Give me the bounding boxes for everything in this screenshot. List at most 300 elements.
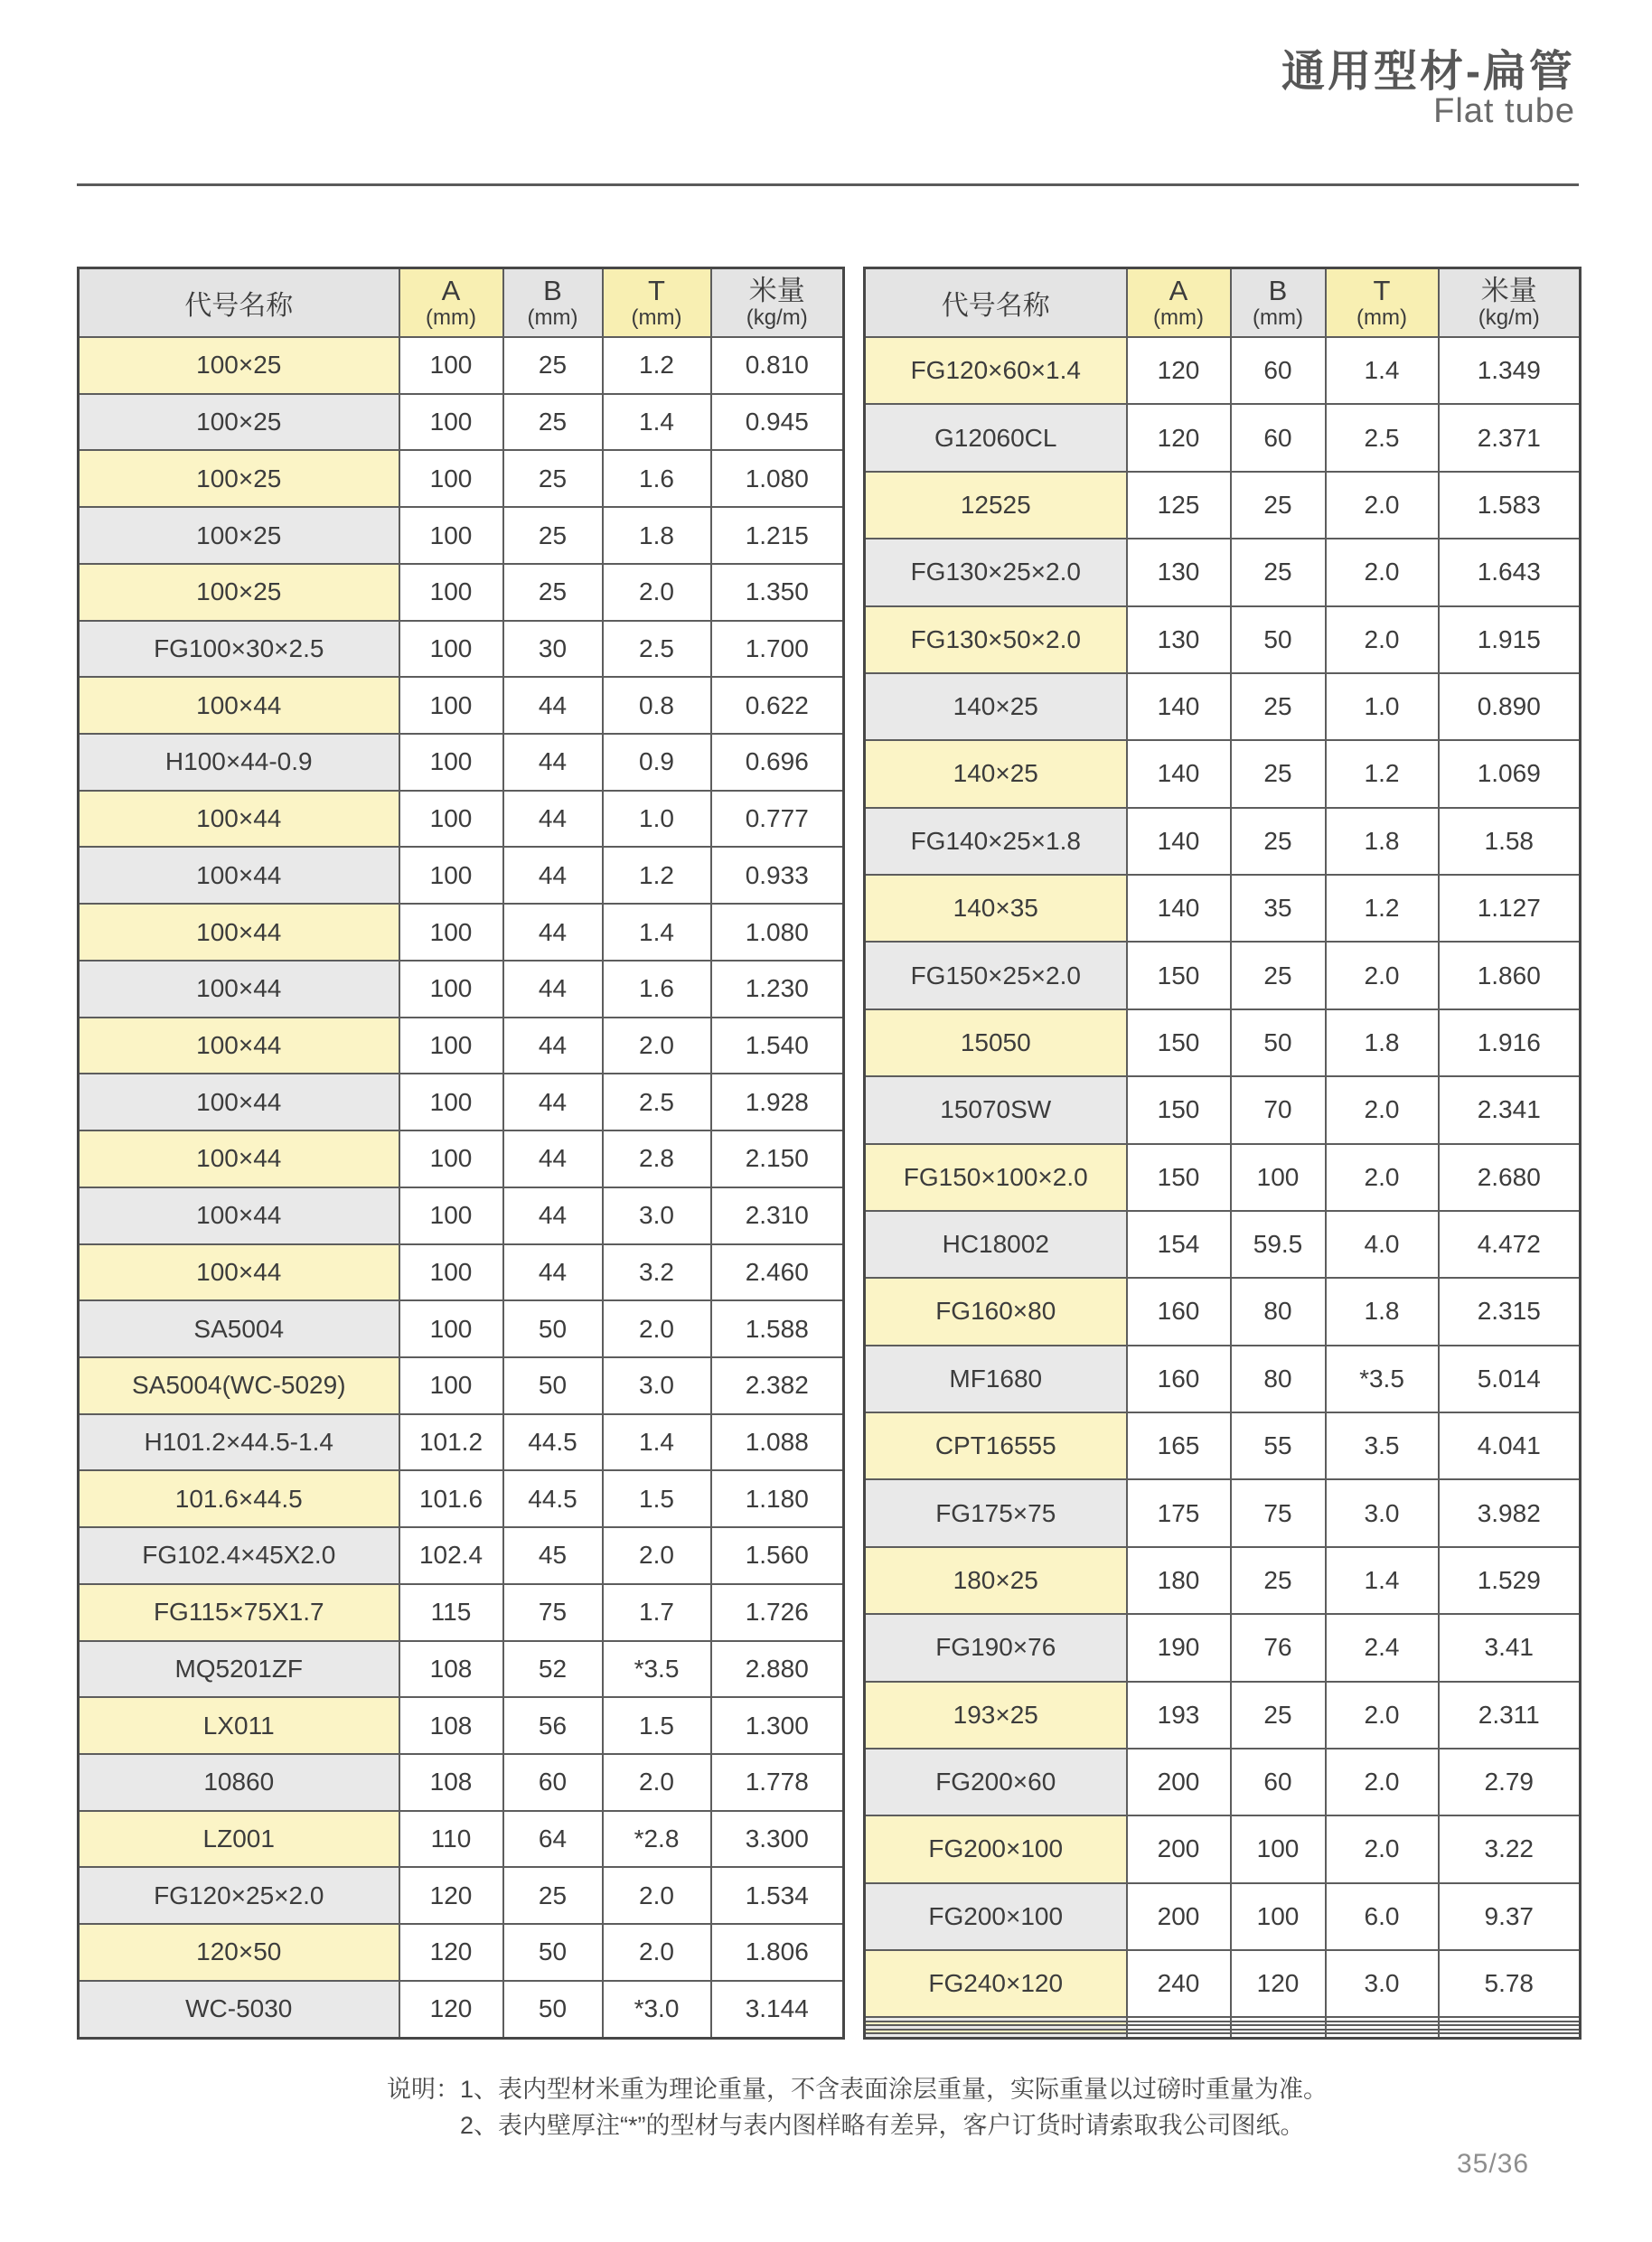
t-value-cell: 1.4: [1326, 1547, 1439, 1614]
b-value-cell: 50: [503, 1300, 603, 1357]
b-value-cell: 50: [503, 1981, 603, 2039]
table-row: [79, 1641, 844, 1698]
profile-name-cell: LZ001: [79, 1811, 399, 1868]
profile-name-cell: 100×44: [79, 847, 399, 904]
b-value-cell: 50: [503, 1357, 603, 1414]
t-value-cell: 1.4: [603, 1414, 711, 1471]
b-value-cell: 44: [503, 734, 603, 791]
meter-weight-cell: 1.916: [1439, 1009, 1581, 1076]
b-value-cell: 44: [503, 904, 603, 961]
meter-weight-cell: 5.014: [1439, 1346, 1581, 1412]
b-value-cell: 25: [503, 337, 603, 394]
notes-label: 说明：: [387, 2076, 460, 2103]
meter-weight-cell: 3.22: [1439, 1815, 1581, 1882]
table-row: [79, 1811, 844, 1868]
a-value-cell: 165: [1127, 1412, 1231, 1479]
t-value-cell: 2.0: [1326, 1815, 1439, 1882]
profile-name-cell: FG140×25×1.8: [865, 808, 1127, 875]
t-value-cell: 2.0: [603, 1754, 711, 1811]
table-row: [865, 2033, 1581, 2039]
profile-name-cell: FG160×80: [865, 1278, 1127, 1345]
a-value-cell: 100: [399, 1074, 503, 1130]
b-value-cell: 44: [503, 677, 603, 734]
profile-name-cell: FG102.4×45X2.0: [79, 1527, 399, 1584]
t-value-cell: 1.0: [603, 791, 711, 848]
a-value-cell: 100: [399, 1357, 503, 1414]
profile-name-cell: 100×25: [79, 564, 399, 621]
t-value-cell: 2.0: [1326, 606, 1439, 673]
profile-name-cell: G12060CL: [865, 404, 1127, 471]
b-value-cell: 75: [1231, 1479, 1326, 1546]
b-value-cell: 70: [1231, 1076, 1326, 1143]
profile-name-cell: 101.6×44.5: [79, 1470, 399, 1527]
a-value-cell: 150: [1127, 1144, 1231, 1211]
b-value-cell: 35: [1231, 875, 1326, 942]
a-value-cell: 190: [1127, 1614, 1231, 1681]
table-row: [79, 564, 844, 621]
t-value-cell: 1.2: [1326, 875, 1439, 942]
t-value-cell: 3.0: [1326, 1950, 1439, 2017]
t-value-cell: 2.0: [1326, 1144, 1439, 1211]
column-header-name: 代号名称: [865, 268, 1127, 338]
meter-weight-cell: 1.726: [711, 1584, 844, 1641]
b-value-cell: 45: [503, 1527, 603, 1584]
table-row: [865, 1346, 1581, 1412]
t-value-cell: 2.5: [1326, 404, 1439, 471]
table-row: [79, 677, 844, 734]
b-value-cell: 44: [503, 961, 603, 1018]
b-value-cell: 60: [1231, 337, 1326, 404]
b-value-cell: 100: [1231, 1815, 1326, 1882]
a-value-cell: 101.2: [399, 1414, 503, 1471]
profile-name-cell: 100×44: [79, 791, 399, 848]
a-value-cell: 100: [399, 1244, 503, 1301]
table-row: [865, 337, 1581, 404]
meter-weight-cell: 1.127: [1439, 875, 1581, 942]
column-header-t: T (mm): [1326, 268, 1439, 338]
profile-name-cell: 12525: [865, 472, 1127, 539]
profile-name-cell: 15050: [865, 1009, 1127, 1076]
b-value-cell: 44: [503, 1018, 603, 1074]
t-value-cell: 3.5: [1326, 1412, 1439, 1479]
profile-name-cell: 120×50: [79, 1924, 399, 1981]
meter-weight-cell: 1.300: [711, 1697, 844, 1754]
b-value-cell: 52: [503, 1641, 603, 1698]
meter-weight-cell: 2.310: [711, 1187, 844, 1244]
page-title: 通用型材-扁管: [1281, 48, 1575, 96]
a-value-cell: 100: [399, 1130, 503, 1187]
meter-weight-cell: 0.622: [711, 677, 844, 734]
table-row: [79, 1300, 844, 1357]
t-value-cell: 1.4: [603, 394, 711, 451]
meter-weight-cell: 1.643: [1439, 539, 1581, 605]
meter-weight-cell: 1.583: [1439, 472, 1581, 539]
profile-name-cell: FG200×100: [865, 1883, 1127, 1950]
profile-name-cell: FG190×76: [865, 1614, 1127, 1681]
column-header-b: B (mm): [503, 268, 603, 338]
a-value-cell: 100: [399, 1018, 503, 1074]
profile-name-cell: HC18002: [865, 1211, 1127, 1278]
meter-weight-cell: 0.777: [711, 791, 844, 848]
b-value-cell: 100: [1231, 1883, 1326, 1950]
t-value-cell: 2.0: [603, 564, 711, 621]
t-value-cell: 1.2: [603, 337, 711, 394]
b-value-cell: 50: [1231, 606, 1326, 673]
table-row: [79, 1924, 844, 1981]
meter-weight-cell: 2.150: [711, 1130, 844, 1187]
profile-name-cell: FG200×60: [865, 1749, 1127, 1815]
profile-name-cell: 100×44: [79, 1244, 399, 1301]
profile-name-cell: SA5004: [79, 1300, 399, 1357]
meter-weight-cell: 3.144: [711, 1981, 844, 2039]
b-value-cell: 25: [503, 1867, 603, 1924]
table-row: [79, 1244, 844, 1301]
meter-weight-cell: 3.41: [1439, 1614, 1581, 1681]
t-value-cell: 3.2: [603, 1244, 711, 1301]
a-value-cell: 140: [1127, 808, 1231, 875]
meter-weight-cell: 0.933: [711, 847, 844, 904]
t-value-cell: 1.5: [603, 1697, 711, 1754]
a-value-cell: 110: [399, 1811, 503, 1868]
profile-name-cell: MF1680: [865, 1346, 1127, 1412]
table-row: [865, 1883, 1581, 1950]
profile-name-cell: 10860: [79, 1754, 399, 1811]
table-row: [865, 472, 1581, 539]
profile-name-cell: 100×25: [79, 450, 399, 507]
t-value-cell: 2.0: [1326, 472, 1439, 539]
b-value-cell: 25: [503, 450, 603, 507]
a-value-cell: 100: [399, 961, 503, 1018]
t-value-cell: 1.8: [1326, 1009, 1439, 1076]
meter-weight-cell: 1.806: [711, 1924, 844, 1981]
b-value-cell: 25: [1231, 539, 1326, 605]
b-value-cell: 44: [503, 1074, 603, 1130]
profile-name-cell: 100×44: [79, 1130, 399, 1187]
t-value-cell: *3.5: [1326, 1346, 1439, 1412]
column-header-a: A (mm): [399, 268, 503, 338]
meter-weight-cell: 1.588: [711, 1300, 844, 1357]
profile-name-cell: FG100×30×2.5: [79, 621, 399, 678]
b-value-cell: 44.5: [503, 1470, 603, 1527]
meter-weight-cell: 2.311: [1439, 1682, 1581, 1749]
profile-name-cell: FG130×25×2.0: [865, 539, 1127, 605]
table-row: [865, 673, 1581, 740]
meter-weight-cell: 2.371: [1439, 404, 1581, 471]
a-value-cell: 154: [1127, 1211, 1231, 1278]
profile-name-cell: LX011: [79, 1697, 399, 1754]
meter-weight-cell: 1.778: [711, 1754, 844, 1811]
meter-weight-cell: 2.680: [1439, 1144, 1581, 1211]
b-value-cell: 25: [503, 394, 603, 451]
t-value-cell: 2.0: [603, 1018, 711, 1074]
a-value-cell: 100: [399, 791, 503, 848]
page-number: 35/36: [1457, 2149, 1530, 2179]
profile-name-cell: 100×44: [79, 1074, 399, 1130]
profile-name-cell: 100×25: [79, 507, 399, 564]
header-row: [865, 268, 1581, 338]
t-value-cell: 1.4: [603, 904, 711, 961]
b-value-cell: 75: [503, 1584, 603, 1641]
a-value-cell: 100: [399, 904, 503, 961]
a-value-cell: 125: [1127, 472, 1231, 539]
table-row: [865, 1749, 1581, 1815]
meter-weight-cell: 1.928: [711, 1074, 844, 1130]
table-row: [865, 808, 1581, 875]
table-row: [79, 450, 844, 507]
table-row: [79, 961, 844, 1018]
profile-name-cell: MQ5201ZF: [79, 1641, 399, 1698]
meter-weight-cell: [1439, 2033, 1581, 2039]
a-value-cell: 150: [1127, 1076, 1231, 1143]
t-value-cell: 2.0: [1326, 539, 1439, 605]
b-value-cell: 80: [1231, 1278, 1326, 1345]
notes-items: [460, 2071, 1328, 2144]
t-value-cell: 3.0: [603, 1187, 711, 1244]
b-value-cell: 25: [503, 564, 603, 621]
a-value-cell: 100: [399, 1187, 503, 1244]
a-value-cell: 108: [399, 1641, 503, 1698]
b-value-cell: 60: [503, 1754, 603, 1811]
table-row: [79, 1584, 844, 1641]
a-value-cell: 100: [399, 450, 503, 507]
t-value-cell: [1326, 2033, 1439, 2039]
a-value-cell: 120: [399, 1867, 503, 1924]
right-profile-table: [863, 267, 1579, 2040]
meter-weight-cell: 5.78: [1439, 1950, 1581, 2017]
a-value-cell: 100: [399, 677, 503, 734]
profile-name-cell: CPT16555: [865, 1412, 1127, 1479]
profile-name-cell: 100×25: [79, 394, 399, 451]
a-value-cell: 150: [1127, 942, 1231, 1008]
note-line: 1、表内型材米重为理论重量，不含表面涂层重量，实际重量以过磅时重量为准。: [460, 2076, 1328, 2103]
a-value-cell: 115: [399, 1584, 503, 1641]
notes: [387, 2071, 1328, 2144]
b-value-cell: 60: [1231, 404, 1326, 471]
profile-name-cell: 140×35: [865, 875, 1127, 942]
t-value-cell: 1.8: [603, 507, 711, 564]
meter-weight-cell: 1.180: [711, 1470, 844, 1527]
t-value-cell: 1.8: [1326, 1278, 1439, 1345]
t-value-cell: 2.8: [603, 1130, 711, 1187]
profile-name-cell: WC-5030: [79, 1981, 399, 2039]
profile-name-cell: 100×44: [79, 677, 399, 734]
table-row: [865, 539, 1581, 605]
table-row: [79, 1981, 844, 2039]
t-value-cell: 2.0: [1326, 1076, 1439, 1143]
b-value-cell: 44.5: [503, 1414, 603, 1471]
t-value-cell: 1.0: [1326, 673, 1439, 740]
t-value-cell: 1.6: [603, 961, 711, 1018]
t-value-cell: *3.0: [603, 1981, 711, 2039]
profile-name-cell: FG200×100: [865, 1815, 1127, 1882]
table-row: [865, 1009, 1581, 1076]
b-value-cell: 50: [503, 1924, 603, 1981]
t-value-cell: *2.8: [603, 1811, 711, 1868]
b-value-cell: 100: [1231, 1144, 1326, 1211]
meter-weight-cell: 0.945: [711, 394, 844, 451]
table-row: [865, 1211, 1581, 1278]
meter-weight-cell: 0.810: [711, 337, 844, 394]
a-value-cell: 140: [1127, 875, 1231, 942]
table-row: [79, 1867, 844, 1924]
meter-weight-cell: 1.700: [711, 621, 844, 678]
profile-name-cell: 100×44: [79, 961, 399, 1018]
table-row: [865, 404, 1581, 471]
table-row: [865, 1547, 1581, 1614]
column-header-b: B (mm): [1231, 268, 1326, 338]
b-value-cell: 64: [503, 1811, 603, 1868]
table-row: [865, 1614, 1581, 1681]
a-value-cell: 100: [399, 337, 503, 394]
table-row: [79, 1074, 844, 1130]
b-value-cell: 44: [503, 847, 603, 904]
b-value-cell: 56: [503, 1697, 603, 1754]
t-value-cell: 1.4: [1326, 337, 1439, 404]
b-value-cell: 25: [503, 507, 603, 564]
profile-name-cell: FG150×100×2.0: [865, 1144, 1127, 1211]
b-value-cell: 25: [1231, 673, 1326, 740]
a-value-cell: 140: [1127, 673, 1231, 740]
profile-name-cell: 193×25: [865, 1682, 1127, 1749]
a-value-cell: 101.6: [399, 1470, 503, 1527]
table-row: [79, 904, 844, 961]
t-value-cell: 1.2: [1326, 740, 1439, 807]
meter-weight-cell: 3.300: [711, 1811, 844, 1868]
t-value-cell: 1.5: [603, 1470, 711, 1527]
meter-weight-cell: 2.382: [711, 1357, 844, 1414]
meter-weight-cell: 1.088: [711, 1414, 844, 1471]
a-value-cell: 200: [1127, 1883, 1231, 1950]
table-row: [865, 1479, 1581, 1546]
table-row: [865, 1815, 1581, 1882]
a-value-cell: 100: [399, 621, 503, 678]
table-row: [79, 734, 844, 791]
meter-weight-cell: 2.315: [1439, 1278, 1581, 1345]
table-row: [79, 1357, 844, 1414]
b-value-cell: 44: [503, 1130, 603, 1187]
b-value-cell: 76: [1231, 1614, 1326, 1681]
table-row: [865, 1950, 1581, 2017]
b-value-cell: 50: [1231, 1009, 1326, 1076]
table-row: [79, 507, 844, 564]
t-value-cell: 2.0: [1326, 1682, 1439, 1749]
profile-name-cell: H100×44-0.9: [79, 734, 399, 791]
b-value-cell: 25: [1231, 740, 1326, 807]
a-value-cell: 100: [399, 1300, 503, 1357]
a-value-cell: 100: [399, 734, 503, 791]
t-value-cell: 3.0: [603, 1357, 711, 1414]
meter-weight-cell: 1.529: [1439, 1547, 1581, 1614]
profile-name-cell: 100×25: [79, 337, 399, 394]
b-value-cell: 25: [1231, 472, 1326, 539]
t-value-cell: *3.5: [603, 1641, 711, 1698]
profile-name-cell: 140×25: [865, 740, 1127, 807]
b-value-cell: 25: [1231, 1682, 1326, 1749]
a-value-cell: 102.4: [399, 1527, 503, 1584]
meter-weight-cell: 2.79: [1439, 1749, 1581, 1815]
a-value-cell: 193: [1127, 1682, 1231, 1749]
meter-weight-cell: 0.696: [711, 734, 844, 791]
table-row: [865, 1682, 1581, 1749]
profile-name-cell: 180×25: [865, 1547, 1127, 1614]
a-value-cell: 100: [399, 507, 503, 564]
a-value-cell: 120: [1127, 337, 1231, 404]
meter-weight-cell: 1.540: [711, 1018, 844, 1074]
t-value-cell: 2.0: [603, 1924, 711, 1981]
t-value-cell: 3.0: [1326, 1479, 1439, 1546]
meter-weight-cell: 1.080: [711, 450, 844, 507]
meter-weight-cell: 2.341: [1439, 1076, 1581, 1143]
column-header-m: 米量 (kg/m): [711, 268, 844, 338]
b-value-cell: 55: [1231, 1412, 1326, 1479]
column-header-a: A (mm): [1127, 268, 1231, 338]
t-value-cell: 2.5: [603, 621, 711, 678]
table-row: [79, 1470, 844, 1527]
b-value-cell: 59.5: [1231, 1211, 1326, 1278]
table-row: [79, 621, 844, 678]
table-row: [79, 337, 844, 394]
b-value-cell: 44: [503, 1187, 603, 1244]
t-value-cell: 4.0: [1326, 1211, 1439, 1278]
t-value-cell: 2.4: [1326, 1614, 1439, 1681]
b-value-cell: 30: [503, 621, 603, 678]
profile-name-cell: H101.2×44.5-1.4: [79, 1414, 399, 1471]
a-value-cell: [1127, 2033, 1231, 2039]
profile-name-cell: SA5004(WC-5029): [79, 1357, 399, 1414]
meter-weight-cell: 1.230: [711, 961, 844, 1018]
t-value-cell: 2.0: [603, 1300, 711, 1357]
b-value-cell: 44: [503, 1244, 603, 1301]
a-value-cell: 120: [399, 1924, 503, 1981]
b-value-cell: 60: [1231, 1749, 1326, 1815]
profile-name-cell: FG175×75: [865, 1479, 1127, 1546]
a-value-cell: 140: [1127, 740, 1231, 807]
a-value-cell: 130: [1127, 606, 1231, 673]
table-row: [79, 847, 844, 904]
a-value-cell: 150: [1127, 1009, 1231, 1076]
table-row: [865, 1278, 1581, 1345]
column-header-m: 米量 (kg/m): [1439, 268, 1581, 338]
a-value-cell: 180: [1127, 1547, 1231, 1614]
t-value-cell: 2.0: [603, 1527, 711, 1584]
profile-name-cell: FG120×60×1.4: [865, 337, 1127, 404]
a-value-cell: 100: [399, 394, 503, 451]
meter-weight-cell: 2.460: [711, 1244, 844, 1301]
note-line: 2、表内壁厚注“*”的型材与表内图样略有差异，客户订货时请索取我公司图纸。: [460, 2112, 1305, 2139]
a-value-cell: 108: [399, 1754, 503, 1811]
meter-weight-cell: 1.534: [711, 1867, 844, 1924]
t-value-cell: 0.8: [603, 677, 711, 734]
a-value-cell: 175: [1127, 1479, 1231, 1546]
table-row: [865, 875, 1581, 942]
meter-weight-cell: 0.890: [1439, 673, 1581, 740]
b-value-cell: 44: [503, 791, 603, 848]
column-header-name: 代号名称: [79, 268, 399, 338]
meter-weight-cell: 1.349: [1439, 337, 1581, 404]
a-value-cell: 108: [399, 1697, 503, 1754]
table-row: [79, 1527, 844, 1584]
meter-weight-cell: 1.560: [711, 1527, 844, 1584]
table-row: [865, 1412, 1581, 1479]
a-value-cell: 200: [1127, 1815, 1231, 1882]
t-value-cell: 1.2: [603, 847, 711, 904]
b-value-cell: 25: [1231, 808, 1326, 875]
column-header-t: T (mm): [603, 268, 711, 338]
t-value-cell: 2.5: [603, 1074, 711, 1130]
table-row: [865, 1076, 1581, 1143]
t-value-cell: 0.9: [603, 734, 711, 791]
a-value-cell: 240: [1127, 1950, 1231, 2017]
